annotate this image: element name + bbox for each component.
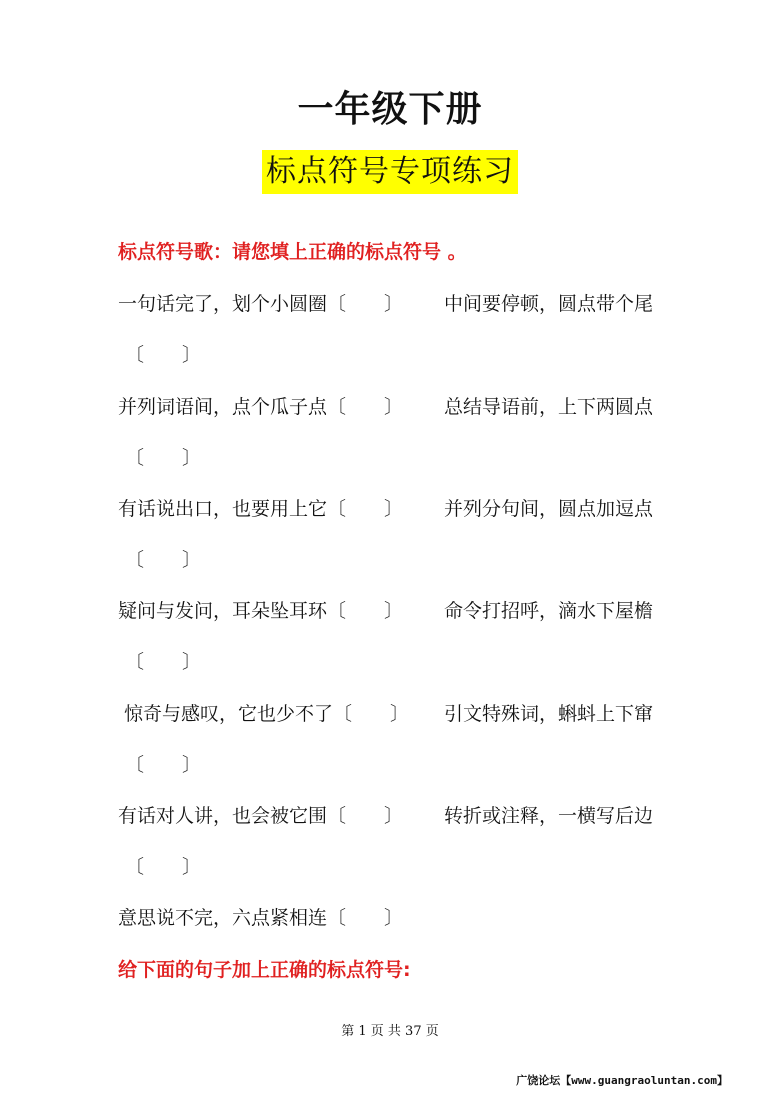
verse-row-2-bracket: 〔 〕 [125,447,202,469]
verse-row-3-right: 并列分句间，圆点加逗点 [444,498,654,520]
verse-row-4-left: 疑问与发问，耳朵坠耳环〔 〕 [118,600,404,622]
verse-row-6-left: 有话对人讲，也会被它围〔 〕 [118,805,404,827]
verse-row-6-right: 转折或注释，一横写后边 [444,805,654,827]
verse-row-1-left: 一句话完了，划个小圆圈〔 〕 [118,293,404,315]
verse-row-1-bracket: 〔 〕 [125,344,202,366]
verse-row-6-bracket: 〔 〕 [125,856,202,878]
verse-row-2-right: 总结导语前，上下两圆点 [444,396,654,418]
verse-row-4-bracket: 〔 〕 [125,651,202,673]
verse-row-1-right: 中间要停顿，圆点带个尾 [444,293,654,315]
verse-row-3-left: 有话说出口，也要用上它〔 〕 [118,498,404,520]
subtitle-wrap [0,150,780,194]
intro-heading: 标点符号歌：请您填上正确的标点符号 。 [118,241,467,263]
page-number: 第 1 页 共 37 页 [341,1024,439,1039]
verse-row-3-bracket: 〔 〕 [125,549,202,571]
verse-last-line: 意思说不完，六点紧相连〔 〕 [118,907,404,929]
watermark: 广饶论坛【www.guangraoluntan.com】 [516,1074,728,1087]
verse-row-5-left: 惊奇与感叹，它也少不了〔 〕 [118,703,410,725]
verse-row-5-bracket: 〔 〕 [125,754,202,776]
verse-row-2-left: 并列词语间，点个瓜子点〔 〕 [118,396,404,418]
verse-row-5-right: 引文特殊词，蝌蚪上下窜 [444,703,654,725]
exercise-heading: 给下面的句子加上正确的标点符号: [118,959,411,981]
verse-row-4-right: 命令打招呼，滴水下屋檐 [444,600,654,622]
page-title: 一年级下册 [297,89,483,130]
page-subtitle: 标点符号专项练习 [262,150,518,194]
